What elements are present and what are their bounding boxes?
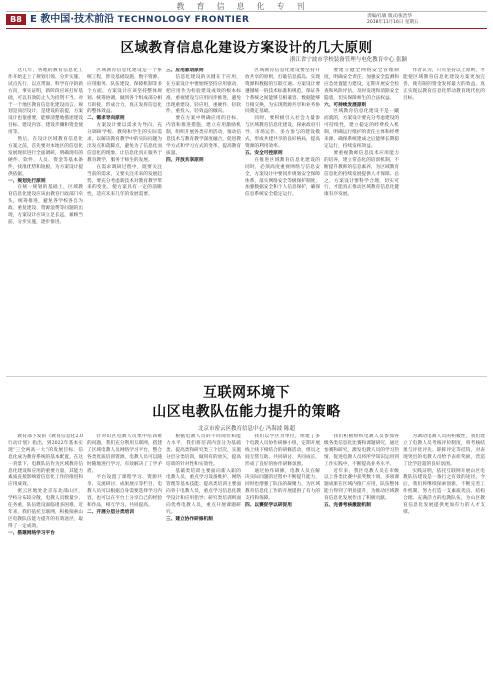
article2-title-line2: 山区电教队伍能力提升的策略	[152, 404, 341, 420]
paragraph: 在推进区域教育信息化建设的同时，必须高度重视网络与信息安全，方案设计中要同步规划安全保障体系，落实网络安全等级保护制度，加强数据安全和个人信息保护，确保信息系统安全稳定运行。	[245, 157, 320, 198]
paragraph: 同时，要积极引入社会力量参与区域教育信息化建设，探索政府引导、市场运作、多方参与的建设模式，形成共建共享的良好格局，提高资源的利用效率。	[245, 116, 320, 149]
paragraph: 实践证明，依托互联网开展山区电教队伍建设是一条行之有效的途径。今后，我们将继续探索创新，不断完善工作机制，努力打造一支素质优良、结构合理、充满活力的电教队伍，为山区教育信息化发展提供更加有力的人才支撑。	[403, 468, 485, 515]
paragraph: 要建立健全网络安全管理制度，明确安全责任，加强安全监测和应急处置能力建设，定期开展安全检查和风险评估，及时发现和消除安全隐患，切实保障师生的合法权益。	[324, 68, 399, 101]
header-rule	[6, 28, 487, 29]
article2-column-1	[8, 434, 83, 684]
section-name-en: TECHNOLOGY FRONTIER	[117, 15, 250, 25]
article1-byline: 浙江省宁波市学校装备管理与电化教育中心 张颖	[289, 57, 407, 63]
article2-column-4	[245, 434, 320, 684]
paragraph: 然后，在设计区域教育信息化方案之前，首先要对本地区的信息化发展现状进行全面调研，明确现有的硬件、软件、人员、资金等基本条件，找准优势和短板，为方案设计提供依据。	[8, 137, 83, 177]
paragraph: 方案设计要以需求为导向，充分调研学校、教师和学生的实际需求，以解决教育教学中的实际问题为出发点和落脚点，避免为了信息化而信息化的现象，让信息化真正服务于教育教学，服务于师生的发展。	[87, 123, 162, 163]
paragraph: 通过协作研修，电教人员在解决实际问题的过程中不断提升能力，同时也增强了队伍的凝聚力，为区域教育信息化工作的开展提供了有力的支持和保障。	[245, 468, 320, 502]
section-heading: 一、规划先行原则	[8, 178, 46, 184]
article1-column-3	[166, 68, 241, 382]
article2-title	[0, 384, 493, 422]
section-name	[30, 14, 249, 26]
article2-column-3	[166, 434, 241, 684]
page-header	[6, 13, 487, 27]
section-heading: 二、开展分层分类培训	[87, 509, 134, 515]
article2-title-line1: 互联网环境下	[203, 385, 290, 401]
article2-column-6	[403, 434, 485, 684]
paragraph: 在需求调研过程中，既要关注当前的需求，又要关注未来的发展趋势，要充分考虑新技术对教育教学带来的变化，使方案具有一定的前瞻性，适应未来几年的发展需要。	[87, 164, 162, 198]
editors: 责编/孔敏 版式/张治华	[367, 14, 412, 19]
article1-column-2	[87, 68, 162, 382]
paragraph: 为调动电教人员的积极性，我们建立了电教人员考核评价制度，将考核结果与评优评先、职称评定等挂钩，对表现突出的电教人员给予表彰奖励，营造了比学赶超的良好氛围。	[403, 434, 485, 467]
paragraph: 信息化建设的关键在于应用，在方案设计中要始终坚持应用驱动，把应用作为检验建设成效的根本标准，重视建设与应用同步推进，避免出现重建设、轻应用，重硬件、轻软件，重投入、轻效益的倾向。	[166, 74, 241, 115]
article-divider	[6, 376, 487, 377]
paragraph: 我们积极组织电教人员参加各级各类信息化比赛和课题研究，通过参赛和研究，激发电教人员的学习热情，促进电教人员将所学知识运用到工作实践中，不断提高业务水平。	[324, 434, 399, 467]
article1-column-1	[8, 68, 83, 382]
masthead-rule	[6, 11, 487, 12]
paragraph: 要在方案中明确应用的目标、内容和推进措施，建立应用激励机制，组织开展各类应用活动，推动信息技术与教育教学深度融合，促进教学方式和学习方式的变革，提高教育质量。	[166, 116, 241, 156]
masthead-text: 教育信息化专刊	[176, 2, 317, 11]
section-heading: 一、搭建网络学习平台	[8, 530, 55, 536]
section-heading: 五、完善考核激励机制	[324, 503, 371, 509]
paragraph: 区域教育信息化建设要坚持开放共享的原则，打破信息孤岛，实现资源和数据的互联互通。方案设计要遵循统一的技术标准和规范，保证各个系统之间能够互相兼容、数据能够互相交换，为实现资源共享和业务协同奠定基础。	[245, 68, 320, 115]
section-name-cn: E 教中国·技术前沿	[30, 14, 115, 25]
article1-title: 区域教育信息化建设方案设计的几大原则	[120, 40, 373, 56]
paragraph: 作者认为，只有坚持以上原则，才能使区域教育信息化建设方案更加完善，使有限的资金发挥最大的效益，真正实现以教育信息化带动教育现代化的目标。	[403, 68, 485, 101]
issue-date: 2018年11月16日 星期五	[367, 19, 419, 25]
article1-column-5	[324, 68, 399, 382]
article2-column-5	[324, 434, 399, 684]
paragraph: 这几年，各地的教育信息化工作开始走上了规划引领、分步实施、试点先行、以点带面、科学有序的新方向，事实证明，新阶段应该打好基础，可以有效防止人为投资不当。对于一个地区教育信息化建设而言，规划是顶层设计，是建设的前提，方案设计也很重要，能够清楚地描述建设目标、建设内容、建设步骤和资金使用等。	[8, 68, 83, 136]
paragraph: 区域教育信息化建设是一个系统工程，涉及基础设施、数字资源、应用服务、队伍建设、保障机制等多个方面，方案设计应该坚持整体规划、统筹协调，做到各个组成部分相互衔接，形成合力，真正发挥信息化的整体效益。	[87, 68, 162, 115]
paragraph: 在统一规划的基础上，区域教育信息化建设应该由教育行政部门牵头，统筹推进，避免各学校各自为政、重复建设、资源浪费等问题的出现，方案设计应该立足长远，兼顾当前，分步实施，逐步推进。	[8, 185, 83, 225]
section-heading: 六、可持续发展原则	[324, 102, 367, 108]
article1-column-6	[403, 68, 485, 382]
paragraph: 针对山区电教人员集中培训难的问题，我们充分利用互联网，搭建了区域电教人员网络学习平台，整合各类优质培训资源，电教人员可以随时随地进行学习，有效解决了工学矛盾。	[87, 434, 162, 474]
article2-column-2	[87, 434, 162, 684]
page-number: B8	[6, 14, 26, 25]
paragraph: 平台设置了课程学习、资源共享、交流研讨、成果展示等栏目，电教人员可以根据自身需要选择学习内容，也可以在平台上分享自己的经验和作品，相互学习，共同提高。	[87, 475, 162, 509]
masthead	[0, 0, 493, 12]
section-heading: 三、建立协作研修机制	[166, 516, 213, 522]
section-heading: 四、开放共享原则	[166, 157, 204, 163]
paragraph: 要重视教师信息技术应用能力的培养，建立常态化的培训机制，不断提升教师的信息素养，为区域教育信息化的持续发展提供人才保障。总之，方案设计要科学合理，切实可行，才能真正推动区域教育信息化健康有序发展。	[324, 150, 399, 198]
paragraph: 基础类培训主要面向新入职的电教人员，重点学习设备维护、网络管理等基本技能；提高类培训主要面向骨干电教人员，重点学习信息化教学设计和应用指导；研究类培训则面向优秀电教人员，重点开展课题研究。	[166, 468, 241, 515]
article1-column-4	[245, 68, 320, 382]
paragraph: 我们以学区为单位，组建了多个电教人员协作研修小组，定期开展线上线下相结合的研修活动，组员之间互帮互助、共同研讨、共同成长，形成了良好的协作研修氛围。	[245, 434, 320, 467]
paragraph: 密云区地处北京东北部山区，学校分布较分散，电教人员数量少、任务重，队伍建设面临诸多困难。近年来，我们依托互联网，积极探索山区电教队伍能力提升的有效途径，取得了一定成效。	[8, 489, 83, 529]
article2-byline: 北京市密云区教育信息中心 冯海波 陈超	[198, 426, 295, 432]
section-heading: 五、安全可控原则	[245, 150, 283, 156]
paragraph: 教育部下发的《教育信息化2.0行动计划》指出，到2022年基本实现“三全两高一大”的发展目标，信息化成为教育系统的基本配置。在这一背景下，电教队伍作为区域教育信息化建设和应用的重要力量，其能力素质直接影响着信息化工作的推进和应用成效。	[8, 434, 83, 488]
section-heading: 二、需求导向原则	[87, 116, 125, 122]
section-heading: 四、以赛促学以研促用	[245, 503, 292, 509]
paragraph: 近年来，我区电教人员在市级以上各类比赛中获奖数十项，多项课题成果在区域内推广应用，队伍整体能力得到了明显提升，为推动区域教育信息化发展作出了积极贡献。	[324, 468, 399, 502]
edit-info	[367, 14, 487, 25]
section-heading: 三、应用驱动原则	[166, 68, 204, 73]
paragraph: 根据电教人员的不同岗位和能力水平，我们将培训内容分为基础类、提高类和研究类三个层次，实施分层分类培训，做到有的放矢，提高培训的针对性和实效性。	[166, 434, 241, 467]
paragraph: 区域教育信息化建设不是一蹴而就的，方案设计要充分考虑建设的可持续性，建立稳定的经费投入机制，明确运行维护的责任主体和经费来源，确保系统建成之后能够长期稳定运行，持续发挥效益。	[324, 109, 399, 149]
